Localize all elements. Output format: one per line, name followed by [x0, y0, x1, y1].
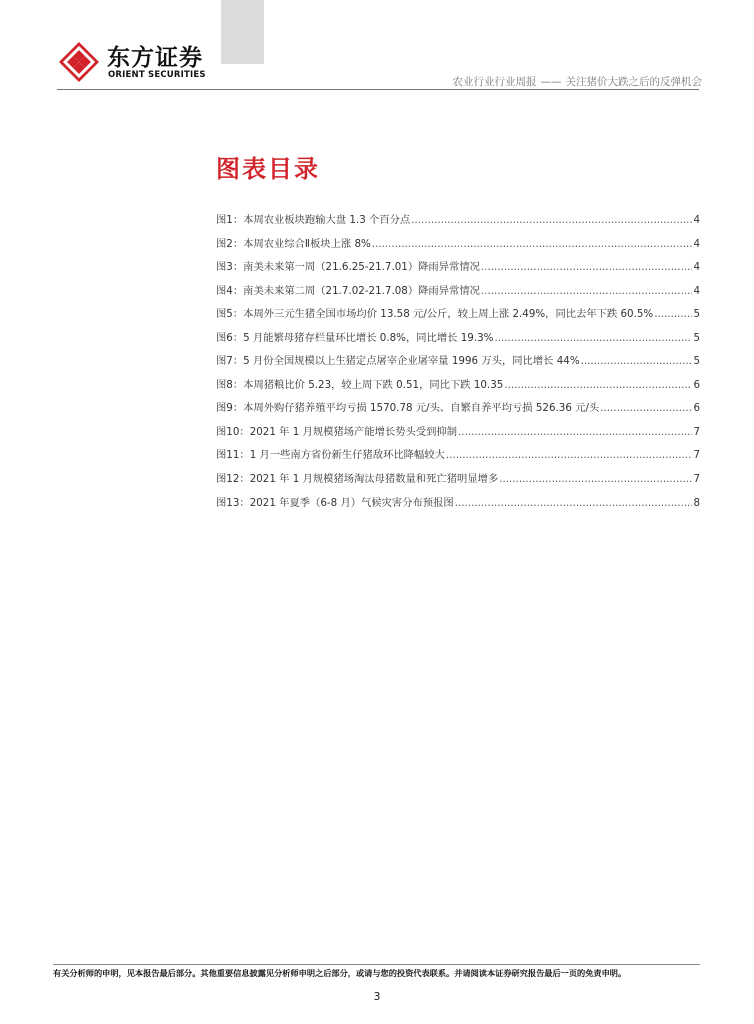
toc-entry-text: 图10：2021 年 1 月规模猪场产能增长势头受到抑制 — [216, 425, 458, 438]
toc-entry-page: 5 — [693, 331, 700, 344]
table-of-figures — [216, 211, 700, 517]
toc-entry-text: 图12：2021 年 1 月规模猪场淘汰母猪数量和死亡猪明显增多 — [216, 473, 499, 486]
report-type: 农业行业行业周报 — [452, 76, 537, 88]
orient-securities-logo — [57, 40, 217, 85]
toc-leader-dots — [654, 308, 692, 320]
toc-entry[interactable] — [216, 282, 700, 306]
toc-leader-dots — [446, 449, 693, 461]
toc-entry[interactable] — [216, 329, 700, 353]
toc-entry-page: 4 — [693, 261, 700, 274]
toc-entry-text: 图1：本周农业板块跑输大盘 1.3 个百分点 — [216, 214, 411, 226]
toc-entry[interactable] — [216, 494, 700, 518]
toc-title: 图表目录 — [216, 155, 320, 183]
toc-entry-text: 图11：1 月一些南方省份新生仔猪敌环比降幅较大 — [216, 449, 445, 462]
toc-entry[interactable] — [216, 258, 700, 282]
toc-entry[interactable] — [216, 352, 700, 376]
toc-leader-dots — [372, 238, 693, 250]
page-number: 3 — [373, 990, 381, 1003]
toc-entry-page: 7 — [693, 425, 700, 438]
toc-entry-page: 4 — [693, 284, 700, 297]
toc-entry-text: 图4：南美未来第二周（21.7.02-21.7.08）降雨异常情况 — [216, 284, 480, 297]
toc-entry-text: 图5：本周外三元生猪全国市场均价 13.58 元/公斤，较上周上涨 2.49%，同比去年下跌 60.5% — [216, 308, 654, 321]
header-separator: —— — [540, 76, 562, 88]
toc-entry-page: 6 — [693, 378, 700, 391]
toc-leader-dots — [600, 402, 692, 414]
toc-entry[interactable] — [216, 305, 700, 329]
toc-leader-dots — [581, 355, 693, 367]
logo-english-name: ORIENT SECURITIES — [108, 70, 206, 80]
toc-entry[interactable] — [216, 399, 700, 423]
toc-entry-page: 5 — [693, 355, 700, 368]
toc-entry[interactable] — [216, 423, 700, 447]
toc-entry-text: 图2：本周农业综合Ⅱ板块上涨 8% — [216, 237, 371, 250]
report-header — [453, 74, 703, 89]
toc-entry-text: 图9：本周外购仔猪养殖平均亏损 1570.78 元/头、自繁自养平均亏损 526.36 元/头 — [216, 402, 600, 415]
header-gray-tab — [221, 0, 264, 64]
orient-logo-icon — [57, 40, 101, 84]
footer-divider — [53, 964, 700, 965]
header-divider — [57, 89, 699, 90]
toc-entry-page: 4 — [693, 237, 700, 250]
toc-leader-dots — [499, 473, 692, 485]
toc-entry-page: 6 — [693, 402, 700, 415]
toc-entry-page: 4 — [693, 214, 700, 226]
report-title: 关注猪价大跌之后的反弹机会 — [565, 76, 702, 88]
toc-entry-page: 7 — [693, 449, 700, 462]
toc-entry[interactable] — [216, 211, 700, 235]
toc-entry-text: 图6：5 月能繁母猪存栏量环比增长 0.8%，同比增长 19.3% — [216, 331, 494, 344]
toc-leader-dots — [481, 285, 693, 297]
toc-entry[interactable] — [216, 376, 700, 400]
toc-leader-dots — [455, 497, 693, 509]
toc-leader-dots — [458, 426, 692, 438]
toc-entry-text: 图13：2021 年夏季（6-8 月）气候灾害分布预报图 — [216, 496, 454, 509]
toc-entry-page: 7 — [693, 473, 700, 486]
toc-leader-dots — [481, 261, 693, 273]
toc-entry[interactable] — [216, 470, 700, 494]
toc-entry-page: 5 — [693, 308, 700, 321]
toc-leader-dots — [504, 379, 692, 391]
toc-entry-text: 图7：5 月份全国规模以上生猪定点屠宰企业屠宰量 1996 万头，同比增长 44% — [216, 355, 580, 368]
toc-leader-dots — [494, 332, 692, 344]
toc-entry[interactable] — [216, 235, 700, 259]
toc-entry[interactable] — [216, 446, 700, 470]
toc-entry-text: 图8：本周猪粮比价 5.23，较上周下跌 0.51，同比下跌 10.35 — [216, 378, 504, 391]
toc-entry-text: 图3：南美未来第一周（21.6.25-21.7.01）降雨异常情况 — [216, 261, 480, 274]
footer-disclaimer: 有关分析师的申明，见本报告最后部分。其他重要信息披露见分析师申明之后部分，或请与您的投资代表联系。并请阅读本证券研究报告最后一页的免责申明。 — [53, 968, 627, 978]
toc-leader-dots — [411, 214, 692, 226]
toc-entry-page: 8 — [693, 496, 700, 509]
logo-chinese-name: 东方证券 — [107, 45, 203, 71]
